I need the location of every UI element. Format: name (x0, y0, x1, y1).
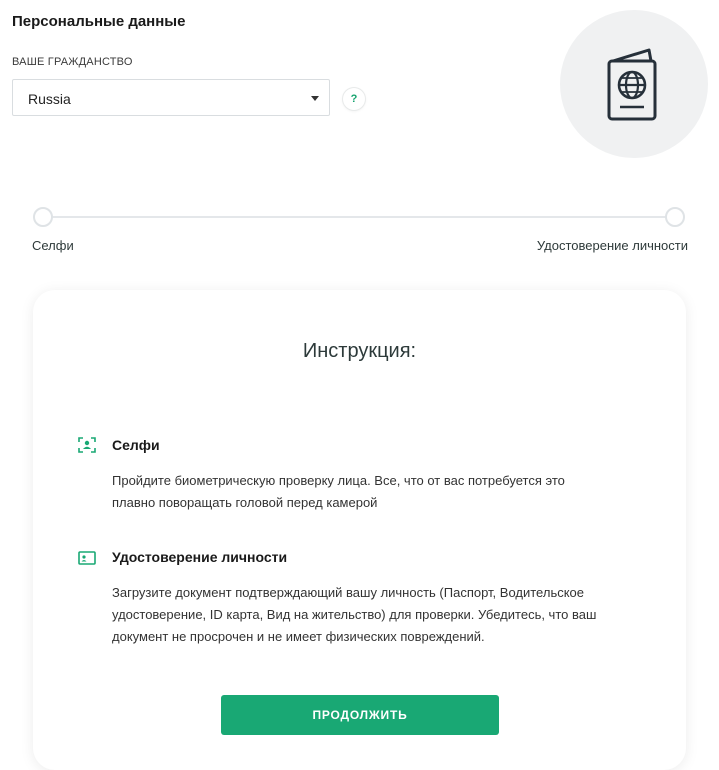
step-dot-selfie (33, 207, 53, 227)
section-text-selfie: Пройдите биометрическую проверку лица. Все, что от вас потребуется это плавно поворащать головой перед камерой (112, 473, 565, 510)
id-card-icon (78, 550, 96, 566)
section-text-id: Загрузите документ подтверждающий вашу личность (Паспорт, Водительское удостоверение, ID карта, Вид на жительство) для проверки. Убедитесь, что ваш документ не просрочен и не имеет физических повреждений. (112, 585, 597, 644)
citizenship-label: ВАШЕ ГРАЖДАНСТВО (12, 56, 133, 68)
section-title-id: Удостоверение личности (112, 549, 288, 565)
passport-globe-icon (603, 47, 665, 123)
help-button[interactable]: ? (343, 88, 365, 110)
passport-illustration (560, 10, 708, 158)
section-title-selfie: Селфи (112, 437, 160, 453)
citizenship-selected-value: Russia (28, 91, 71, 107)
page-title: Персональные данные (12, 13, 186, 30)
chevron-down-icon (311, 96, 319, 101)
card-title: Инструкция: (302, 340, 417, 362)
step-label-id: Удостоверение личности (536, 238, 688, 253)
progress-track (44, 216, 676, 218)
continue-button[interactable]: ПРОДОЛЖИТЬ (221, 695, 499, 735)
step-dot-id (665, 207, 685, 227)
face-scan-icon (78, 437, 96, 453)
citizenship-select[interactable] (12, 79, 330, 116)
instruction-card (33, 290, 686, 770)
step-label-selfie: Селфи (32, 238, 74, 253)
